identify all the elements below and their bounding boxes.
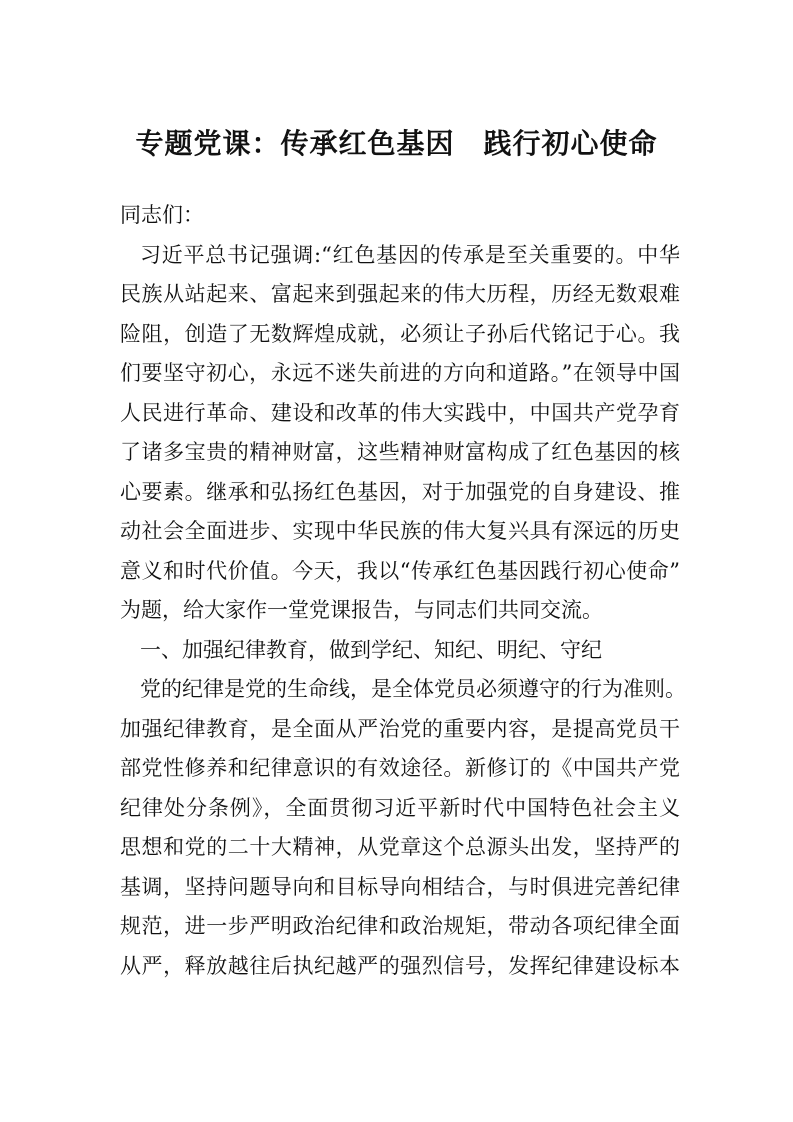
text-line: 心要素。继承和弘扬红色基因，对于加强党的自身建设、推 [120,479,680,504]
text-line: 纪律处分条例》，全面贯彻习近平新时代中国特色社会主义 [120,795,680,820]
text-line: 了诸多宝贵的精神财富，这些精神财富构成了红色基因的核 [120,440,680,464]
text-line: 动社会全面进步、实现中华民族的伟大复兴具有深远的历史 [120,519,680,543]
text-line: 民族从站起来、富起来到强起来的伟大历程，历经无数艰难 [120,282,680,306]
text-line: 加强纪律教育，是全面从严治党的重要内容，是提高党员干 [120,716,680,741]
text-line: 规范，进一步严明政治纪律和政治规矩，带动各项纪律全面 [120,914,680,938]
text-line: 为题，给大家作一堂党课报告，与同志们共同交流。 [120,598,603,622]
document-title: 专题党课：传承红色基因 践行初心使命 [135,127,658,160]
text-line: 部党性修养和纪律意识的有效途径。新修订的《中国共产党 [120,756,680,780]
text-line: 习近平总书记强调:“红色基因的传承是至关重要的。中华 [140,242,680,267]
text-line: 险阻，创造了无数辉煌成就，必须让子孙后代铭记于心。我 [120,321,680,346]
text-line: 思想和党的二十大精神，从党章这个总源头出发，坚持严的 [120,835,680,859]
text-line: 一、加强纪律教育，做到学纪、知纪、明纪、守纪 [140,637,602,662]
text-line: 意义和时代价值。今天，我以“传承红色基因践行初心使命” [120,558,680,583]
text-line: 人民进行革命、建设和改革的伟大实践中，中国共产党孕育 [120,400,680,425]
text-line: 基调，坚持问题导向和目标导向相结合，与时俱进完善纪律 [120,874,680,899]
text-line: 们要坚守初心，永远不迷失前进的方向和道路。”在领导中国 [120,361,680,385]
document-body [120,196,686,986]
text-line: 同志们： [120,203,204,227]
text-line: 党的纪律是党的生命线，是全体党员必须遵守的行为准则。 [140,677,686,701]
text-line: 从严，释放越往后执纪越严的强烈信号，发挥纪律建设标本 [120,953,680,978]
